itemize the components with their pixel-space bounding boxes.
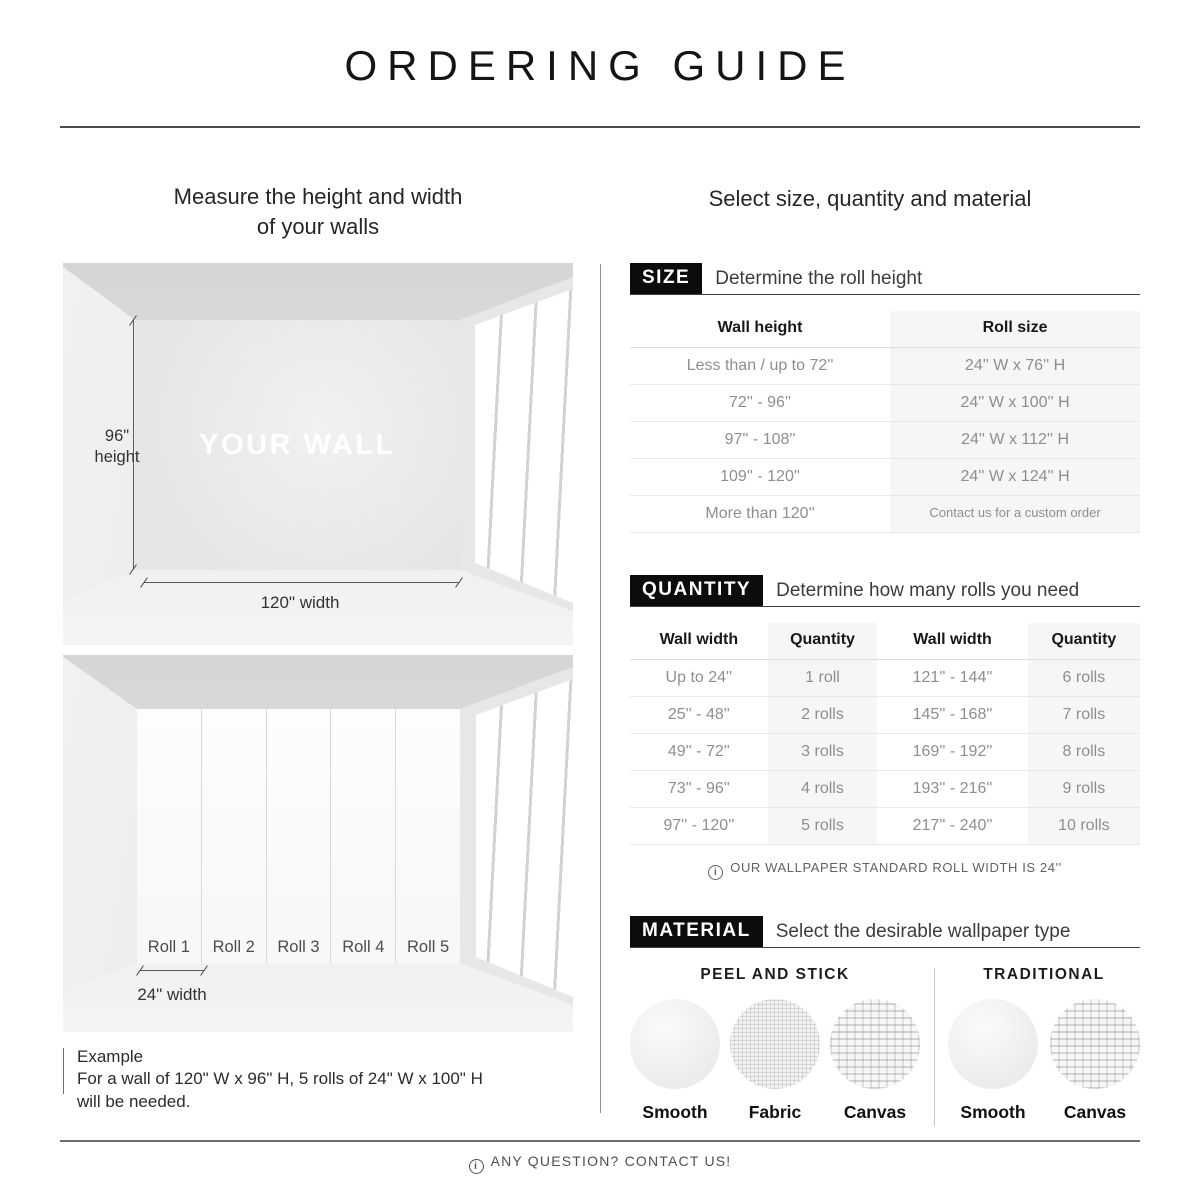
height-word: height [94, 448, 140, 467]
wall-height-cell: 109'' - 120'' [630, 459, 890, 496]
roll-width-dimension-line [140, 970, 204, 971]
swatch-label: Canvas [1063, 1102, 1127, 1122]
table-row [630, 734, 1140, 771]
wall-height-cell: 97'' - 108'' [630, 422, 890, 459]
example-line2: will be needed. [77, 1091, 191, 1111]
wall-height-cell: More than 120'' [630, 496, 890, 533]
example-line1: For a wall of 120" W x 96" H, 5 rolls of 24" W x 100" H [77, 1069, 483, 1089]
swatch-row [948, 999, 1140, 1123]
roll-panel [137, 709, 202, 963]
swatch-label: Fabric [748, 1102, 802, 1122]
footer-divider [60, 1140, 1140, 1142]
quantity-cell: 6 rolls [1028, 660, 1140, 697]
roll-panel [331, 709, 396, 963]
canvas-texture-swatch [830, 999, 920, 1089]
quantity-table [630, 623, 1140, 845]
quantity-section-header [630, 575, 1140, 607]
quantity-cell: 10 rolls [1028, 808, 1140, 845]
roll-panel-label: Roll 5 [406, 938, 450, 956]
smooth-texture-swatch [948, 999, 1038, 1089]
swatch-label: Canvas [843, 1102, 907, 1122]
col-roll-size: Roll size [890, 311, 1140, 348]
fabric-texture-swatch [730, 999, 820, 1089]
group-title: TRADITIONAL [983, 966, 1105, 983]
roll-panel-label: Roll 3 [277, 938, 320, 956]
col-quantity: Quantity [768, 623, 878, 660]
roll-width-dimension-label: 24" width [137, 985, 207, 1004]
wall-width-cell: 73'' - 96'' [630, 771, 768, 808]
roll-panel-label: Roll 4 [342, 938, 385, 956]
wall-width-cell: 193'' - 216'' [877, 771, 1027, 808]
header-divider [60, 126, 1140, 128]
quantity-cell: 4 rolls [768, 771, 878, 808]
roll-size-cell: Contact us for a custom order [890, 496, 1140, 533]
wall-width-cell: Up to 24'' [630, 660, 768, 697]
swatch-smooth [630, 999, 720, 1123]
canvas-texture-swatch [1050, 999, 1140, 1089]
quantity-cell: 8 rolls [1028, 734, 1140, 771]
smooth-texture-swatch [630, 999, 720, 1089]
column-divider [600, 264, 601, 1113]
quantity-cell: 1 roll [768, 660, 878, 697]
wall-height-cell: 72'' - 96'' [630, 385, 890, 422]
size-table [630, 311, 1140, 533]
wallpaper-roll-panels [137, 709, 460, 963]
table-row [630, 697, 1140, 734]
size-section-title: Determine the roll height [715, 268, 923, 289]
material-group-peel-and-stick [630, 966, 920, 1126]
quantity-cell: 9 rolls [1028, 771, 1140, 808]
table-row [630, 385, 1140, 422]
table-row [630, 348, 1140, 385]
quantity-badge: QUANTITY [630, 575, 763, 606]
roll-panel-label: Roll 1 [147, 938, 190, 956]
height-value: 96" [104, 427, 130, 445]
wall-height-cell: Less than / up to 72'' [630, 348, 890, 385]
page-title: ORDERING GUIDE [344, 42, 856, 89]
example-block [63, 1046, 593, 1113]
table-header-row [630, 623, 1140, 660]
swatch-row [630, 999, 920, 1123]
left-heading-line2: of your walls [256, 213, 380, 239]
wall-width-cell: 25'' - 48'' [630, 697, 768, 734]
roll-size-cell: 24'' W x 100'' H [890, 385, 1140, 422]
quantity-section [630, 575, 1140, 880]
col-wall-height: Wall height [630, 311, 890, 348]
table-row [630, 660, 1140, 697]
quantity-section-title: Determine how many rolls you need [776, 580, 1080, 601]
material-badge: MATERIAL [630, 916, 763, 947]
wall-width-cell: 169'' - 192'' [877, 734, 1027, 771]
example-title: Example [77, 1047, 144, 1066]
group-title: PEEL AND STICK [700, 966, 850, 983]
roll-panel [267, 709, 332, 963]
contact-note [0, 1153, 1200, 1174]
table-row [630, 422, 1140, 459]
col-wall-width: Wall width [630, 623, 768, 660]
left-column-heading [63, 182, 573, 241]
wall-width-cell: 97'' - 120'' [630, 808, 768, 845]
roll-width-note-text: OUR WALLPAPER STANDARD ROLL WIDTH IS 24'' [730, 860, 1062, 875]
info-icon: i [708, 865, 723, 880]
material-section-title: Select the desirable wallpaper type [775, 921, 1071, 942]
swatch-fabric [730, 999, 820, 1123]
swatch-label: Smooth [960, 1102, 1026, 1122]
width-dimension-label: 120" width [260, 593, 340, 612]
swatch-canvas [830, 999, 920, 1123]
col-quantity: Quantity [1028, 623, 1140, 660]
table-row [630, 771, 1140, 808]
quantity-cell: 5 rolls [768, 808, 878, 845]
size-badge: SIZE [630, 263, 702, 294]
table-row [630, 496, 1140, 533]
info-icon: i [469, 1159, 484, 1174]
right-column-heading: Select size, quantity and material [708, 186, 1032, 211]
room-illustration-measure [63, 263, 573, 645]
swatch-label: Smooth [642, 1102, 708, 1122]
material-group-traditional [948, 966, 1140, 1126]
quantity-cell: 2 rolls [768, 697, 878, 734]
swatch-smooth [948, 999, 1038, 1123]
quantity-cell: 7 rolls [1028, 697, 1140, 734]
material-section [630, 916, 1140, 1126]
table-row [630, 808, 1140, 845]
wall-width-cell: 145'' - 168'' [877, 697, 1027, 734]
table-header-row [630, 311, 1140, 348]
room-illustration-rolls [63, 655, 573, 1032]
size-section-header [630, 263, 1140, 295]
material-section-header [630, 916, 1140, 948]
roll-size-cell: 24'' W x 124'' H [890, 459, 1140, 496]
quantity-cell: 3 rolls [768, 734, 878, 771]
material-groups [630, 966, 1140, 1126]
wall-width-cell: 49'' - 72'' [630, 734, 768, 771]
material-group-divider [934, 968, 935, 1126]
col-wall-width: Wall width [877, 623, 1027, 660]
height-dimension-label [77, 426, 157, 469]
roll-size-cell: 24'' W x 76'' H [890, 348, 1140, 385]
width-dimension-line [144, 582, 459, 583]
roll-size-cell: 24'' W x 112'' H [890, 422, 1140, 459]
size-section [630, 263, 1140, 533]
swatch-canvas [1050, 999, 1140, 1123]
table-row [630, 459, 1140, 496]
wall-width-cell: 121'' - 144'' [877, 660, 1027, 697]
roll-width-note [630, 860, 1140, 880]
roll-panel [396, 709, 460, 963]
wall-width-cell: 217'' - 240'' [877, 808, 1027, 845]
your-wall-label: YOUR WALL [199, 428, 396, 461]
roll-panel [202, 709, 267, 963]
left-heading-line1: Measure the height and width [173, 184, 463, 209]
roll-panel-label: Roll 2 [212, 938, 255, 956]
contact-note-text: ANY QUESTION? CONTACT US! [490, 1153, 732, 1169]
